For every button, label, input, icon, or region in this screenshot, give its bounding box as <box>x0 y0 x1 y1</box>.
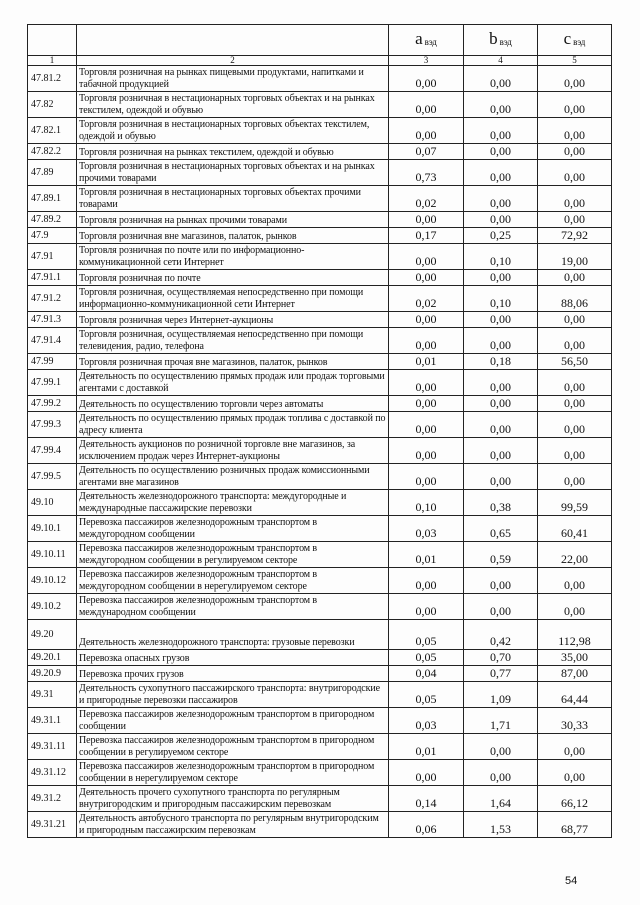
okved-code-cell: 49.10.11 <box>28 542 77 568</box>
okved-code-cell: 47.82 <box>28 92 77 118</box>
value-a-cell: 0,01 <box>389 542 464 568</box>
value-c-cell: 0,00 <box>538 370 612 396</box>
value-a-cell: 0,73 <box>389 160 464 186</box>
okved-code-cell: 47.99.3 <box>28 412 77 438</box>
value-b-cell: 0,10 <box>464 286 538 312</box>
table-row <box>28 650 612 666</box>
activity-name-cell: Торговля розничная на рынках текстилем, одеждой и обувью <box>77 144 389 160</box>
okved-code-cell: 49.31.1 <box>28 708 77 734</box>
value-b-cell: 0,00 <box>464 212 538 228</box>
okved-code-cell: 47.99.4 <box>28 438 77 464</box>
value-a-cell: 0,00 <box>389 370 464 396</box>
okved-code-cell: 49.20 <box>28 620 77 650</box>
value-b-cell: 0,00 <box>464 186 538 212</box>
header-cell-name <box>77 25 389 56</box>
value-c-cell: 87,00 <box>538 666 612 682</box>
table-row <box>28 734 612 760</box>
value-b-cell: 0,00 <box>464 328 538 354</box>
value-b-cell: 0,18 <box>464 354 538 370</box>
table-row <box>28 594 612 620</box>
activity-name-cell: Перевозка пассажиров железнодорожным транспортом в междугородном сообщении в регулируемом секторе <box>77 542 389 568</box>
value-c-cell: 0,00 <box>538 734 612 760</box>
value-b-cell: 0,25 <box>464 228 538 244</box>
okved-code-cell: 47.82.2 <box>28 144 77 160</box>
value-c-cell: 0,00 <box>538 144 612 160</box>
activity-name-cell: Деятельность по осуществлению торговли через автоматы <box>77 396 389 412</box>
value-c-cell: 0,00 <box>538 186 612 212</box>
column-number-row <box>28 56 612 66</box>
table-row <box>28 438 612 464</box>
value-a-cell: 0,00 <box>389 412 464 438</box>
table-row <box>28 396 612 412</box>
value-a-cell: 0,00 <box>389 328 464 354</box>
activity-name-cell: Деятельность прочего сухопутного транспорта по регулярным внутригородским и пригородным пассажирским перевозкам <box>77 786 389 812</box>
value-b-cell: 0,00 <box>464 438 538 464</box>
table-row <box>28 328 612 354</box>
value-c-cell: 19,00 <box>538 244 612 270</box>
value-c-cell: 0,00 <box>538 328 612 354</box>
value-c-cell: 64,44 <box>538 682 612 708</box>
table-row <box>28 270 612 286</box>
value-a-cell: 0,00 <box>389 66 464 92</box>
value-a-cell: 0,00 <box>389 396 464 412</box>
table-row <box>28 212 612 228</box>
table-row <box>28 412 612 438</box>
value-a-cell: 0,01 <box>389 734 464 760</box>
value-c-cell: 0,00 <box>538 594 612 620</box>
okved-code-cell: 49.10 <box>28 490 77 516</box>
okved-code-cell: 49.31.12 <box>28 760 77 786</box>
value-a-cell: 0,05 <box>389 650 464 666</box>
value-a-cell: 0,00 <box>389 212 464 228</box>
value-b-cell: 0,65 <box>464 516 538 542</box>
activity-name-cell: Деятельность по осуществлению прямых продаж или продаж торговыми агентами с доставкой <box>77 370 389 396</box>
value-b-cell: 0,10 <box>464 244 538 270</box>
value-c-cell: 0,00 <box>538 464 612 490</box>
value-a-cell: 0,00 <box>389 312 464 328</box>
activity-name-cell: Перевозка пассажиров железнодорожным транспортом в междугородном сообщении в нерегулируемом секторе <box>77 568 389 594</box>
value-c-cell: 0,00 <box>538 66 612 92</box>
value-b-cell: 0,00 <box>464 312 538 328</box>
value-a-cell: 0,04 <box>389 666 464 682</box>
activity-name-cell: Деятельность аукционов по розничной торговле вне магазинов, за исключением продаж через Интернет-аукционы <box>77 438 389 464</box>
value-a-cell: 0,00 <box>389 760 464 786</box>
value-a-cell: 0,00 <box>389 92 464 118</box>
value-b-cell: 0,00 <box>464 270 538 286</box>
header-cell-code <box>28 25 77 56</box>
value-c-cell: 60,41 <box>538 516 612 542</box>
value-b-cell: 0,00 <box>464 370 538 396</box>
column-number: 5 <box>538 56 612 66</box>
okved-code-cell: 47.91 <box>28 244 77 270</box>
okved-code-cell: 47.99.5 <box>28 464 77 490</box>
table-row <box>28 144 612 160</box>
value-a-cell: 0,00 <box>389 118 464 144</box>
column-number: 4 <box>464 56 538 66</box>
okved-code-cell: 47.89 <box>28 160 77 186</box>
value-c-cell: 56,50 <box>538 354 612 370</box>
value-c-cell: 68,77 <box>538 812 612 838</box>
value-b-cell: 0,00 <box>464 594 538 620</box>
table-row <box>28 812 612 838</box>
value-b-cell: 0,00 <box>464 568 538 594</box>
okved-code-cell: 49.10.1 <box>28 516 77 542</box>
table-header-row <box>28 25 612 56</box>
value-c-cell: 22,00 <box>538 542 612 568</box>
table-row <box>28 666 612 682</box>
activity-name-cell: Торговля розничная по почте или по информационно-коммуникационной сети Интернет <box>77 244 389 270</box>
activity-name-cell: Торговля розничная на рынках прочими товарами <box>77 212 389 228</box>
okved-code-cell: 49.20.1 <box>28 650 77 666</box>
value-b-cell: 0,77 <box>464 666 538 682</box>
activity-name-cell: Деятельность сухопутного пассажирского транспорта: внутригородские и пригородные перевозки пассажиров <box>77 682 389 708</box>
value-c-cell: 0,00 <box>538 92 612 118</box>
activity-name-cell: Перевозка пассажиров железнодорожным транспортом в междугородном сообщении <box>77 516 389 542</box>
activity-name-cell: Торговля розничная прочая вне магазинов, палаток, рынков <box>77 354 389 370</box>
value-b-cell: 0,59 <box>464 542 538 568</box>
table-row <box>28 620 612 650</box>
activity-name-cell: Торговля розничная, осуществляемая непосредственно при помощи телевидения, радио, телефона <box>77 328 389 354</box>
value-b-cell: 0,00 <box>464 92 538 118</box>
activity-name-cell: Перевозка пассажиров железнодорожным транспортом в пригородном сообщении в регулируемом секторе <box>77 734 389 760</box>
value-b-cell: 0,00 <box>464 118 538 144</box>
table-row <box>28 92 612 118</box>
value-c-cell: 66,12 <box>538 786 612 812</box>
table-row <box>28 118 612 144</box>
activity-name-cell: Торговля розничная в нестационарных торговых объектах текстилем, одеждой и обувью <box>77 118 389 144</box>
okved-code-cell: 47.9 <box>28 228 77 244</box>
okved-code-cell: 47.91.4 <box>28 328 77 354</box>
value-b-cell: 0,38 <box>464 490 538 516</box>
table-row <box>28 516 612 542</box>
column-number: 2 <box>77 56 389 66</box>
okved-code-cell: 49.31 <box>28 682 77 708</box>
value-b-cell: 0,00 <box>464 464 538 490</box>
table-row <box>28 228 612 244</box>
activity-name-cell: Деятельность железнодорожного транспорта: грузовые перевозки <box>77 620 389 650</box>
table-row <box>28 160 612 186</box>
activity-name-cell: Перевозка прочих грузов <box>77 666 389 682</box>
activity-name-cell: Перевозка пассажиров железнодорожным транспортом в международном сообщении <box>77 594 389 620</box>
table-row <box>28 312 612 328</box>
value-c-cell: 0,00 <box>538 396 612 412</box>
column-number: 3 <box>389 56 464 66</box>
table-row <box>28 286 612 312</box>
okved-code-cell: 47.91.3 <box>28 312 77 328</box>
value-c-cell: 0,00 <box>538 212 612 228</box>
value-b-cell: 0,00 <box>464 412 538 438</box>
value-a-cell: 0,00 <box>389 464 464 490</box>
value-b-cell: 0,42 <box>464 620 538 650</box>
value-b-cell: 0,00 <box>464 760 538 786</box>
table-row <box>28 370 612 396</box>
value-c-cell: 0,00 <box>538 760 612 786</box>
okved-code-cell: 47.99.1 <box>28 370 77 396</box>
okved-code-cell: 49.31.21 <box>28 812 77 838</box>
value-a-cell: 0,07 <box>389 144 464 160</box>
value-a-cell: 0,17 <box>389 228 464 244</box>
okved-code-cell: 47.91.1 <box>28 270 77 286</box>
value-a-cell: 0,00 <box>389 568 464 594</box>
activity-name-cell: Деятельность по осуществлению прямых продаж топлива с доставкой по адресу клиента <box>77 412 389 438</box>
value-b-cell: 0,00 <box>464 396 538 412</box>
header-col-b: b $_{вэд}$ <box>464 25 538 56</box>
okved-code-cell: 49.31.11 <box>28 734 77 760</box>
okved-code-cell: 47.99.2 <box>28 396 77 412</box>
table-row <box>28 490 612 516</box>
table-row <box>28 542 612 568</box>
value-b-cell: 0,00 <box>464 160 538 186</box>
value-c-cell: 88,06 <box>538 286 612 312</box>
activity-name-cell: Торговля розничная в нестационарных торговых объектах и на рынках прочими товарами <box>77 160 389 186</box>
value-c-cell: 0,00 <box>538 312 612 328</box>
activity-name-cell: Деятельность железнодорожного транспорта: междугородные и международные пассажирские перевозки <box>77 490 389 516</box>
value-b-cell: 1,09 <box>464 682 538 708</box>
value-c-cell: 112,98 <box>538 620 612 650</box>
value-a-cell: 0,00 <box>389 438 464 464</box>
value-c-cell: 30,33 <box>538 708 612 734</box>
value-b-cell: 0,00 <box>464 734 538 760</box>
okved-code-cell: 47.89.2 <box>28 212 77 228</box>
value-c-cell: 0,00 <box>538 568 612 594</box>
value-b-cell: 0,70 <box>464 650 538 666</box>
value-a-cell: 0,01 <box>389 354 464 370</box>
value-c-cell: 72,92 <box>538 228 612 244</box>
value-a-cell: 0,02 <box>389 186 464 212</box>
table-row <box>28 464 612 490</box>
activity-name-cell: Торговля розничная в нестационарных торговых объектах прочими товарами <box>77 186 389 212</box>
table-row <box>28 760 612 786</box>
table-row <box>28 786 612 812</box>
activity-name-cell: Перевозка пассажиров железнодорожным транспортом в пригородном сообщении <box>77 708 389 734</box>
table-row <box>28 186 612 212</box>
activity-name-cell: Деятельность автобусного транспорта по регулярным внутригородским и пригородным пассажирским перевозкам <box>77 812 389 838</box>
okved-code-cell: 47.89.1 <box>28 186 77 212</box>
value-c-cell: 99,59 <box>538 490 612 516</box>
activity-name-cell: Торговля розничная вне магазинов, палаток, рынков <box>77 228 389 244</box>
value-c-cell: 0,00 <box>538 438 612 464</box>
value-b-cell: 1,64 <box>464 786 538 812</box>
header-col-a: a $_{вэд}$ <box>389 25 464 56</box>
table-row <box>28 244 612 270</box>
value-c-cell: 35,00 <box>538 650 612 666</box>
value-a-cell: 0,10 <box>389 490 464 516</box>
activity-name-cell: Перевозка опасных грузов <box>77 650 389 666</box>
rates-table <box>27 24 612 838</box>
okved-code-cell: 47.82.1 <box>28 118 77 144</box>
value-c-cell: 0,00 <box>538 118 612 144</box>
value-b-cell: 1,71 <box>464 708 538 734</box>
table-row <box>28 66 612 92</box>
okved-code-cell: 49.31.2 <box>28 786 77 812</box>
value-a-cell: 0,05 <box>389 682 464 708</box>
value-a-cell: 0,00 <box>389 594 464 620</box>
okved-code-cell: 49.20.9 <box>28 666 77 682</box>
okved-code-cell: 49.10.12 <box>28 568 77 594</box>
value-a-cell: 0,03 <box>389 516 464 542</box>
value-a-cell: 0,03 <box>389 708 464 734</box>
okved-code-cell: 47.91.2 <box>28 286 77 312</box>
value-a-cell: 0,05 <box>389 620 464 650</box>
header-col-c: c $_{вэд}$ <box>538 25 612 56</box>
page-number: 54 <box>565 875 578 887</box>
value-c-cell: 0,00 <box>538 160 612 186</box>
value-a-cell: 0,06 <box>389 812 464 838</box>
value-a-cell: 0,14 <box>389 786 464 812</box>
value-b-cell: 0,00 <box>464 144 538 160</box>
table-row <box>28 568 612 594</box>
activity-name-cell: Перевозка пассажиров железнодорожным транспортом в пригородном сообщении в нерегулируемом секторе <box>77 760 389 786</box>
value-c-cell: 0,00 <box>538 270 612 286</box>
table-row <box>28 708 612 734</box>
activity-name-cell: Торговля розничная в нестационарных торговых объектах и на рынках текстилем, одеждой и обувью <box>77 92 389 118</box>
value-b-cell: 1,53 <box>464 812 538 838</box>
table-row <box>28 682 612 708</box>
activity-name-cell: Торговля розничная, осуществляемая непосредственно при помощи информационно-коммуникационной сети Интернет <box>77 286 389 312</box>
okved-code-cell: 47.81.2 <box>28 66 77 92</box>
value-c-cell: 0,00 <box>538 412 612 438</box>
activity-name-cell: Деятельность по осуществлению розничных продаж комиссионными агентами вне магазинов <box>77 464 389 490</box>
okved-code-cell: 47.99 <box>28 354 77 370</box>
activity-name-cell: Торговля розничная через Интернет-аукционы <box>77 312 389 328</box>
activity-name-cell: Торговля розничная по почте <box>77 270 389 286</box>
table-row <box>28 354 612 370</box>
value-a-cell: 0,00 <box>389 270 464 286</box>
value-b-cell: 0,00 <box>464 66 538 92</box>
value-a-cell: 0,02 <box>389 286 464 312</box>
column-number: 1 <box>28 56 77 66</box>
okved-code-cell: 49.10.2 <box>28 594 77 620</box>
activity-name-cell: Торговля розничная на рынках пищевыми продуктами, напитками и табачной продукцией <box>77 66 389 92</box>
value-a-cell: 0,00 <box>389 244 464 270</box>
